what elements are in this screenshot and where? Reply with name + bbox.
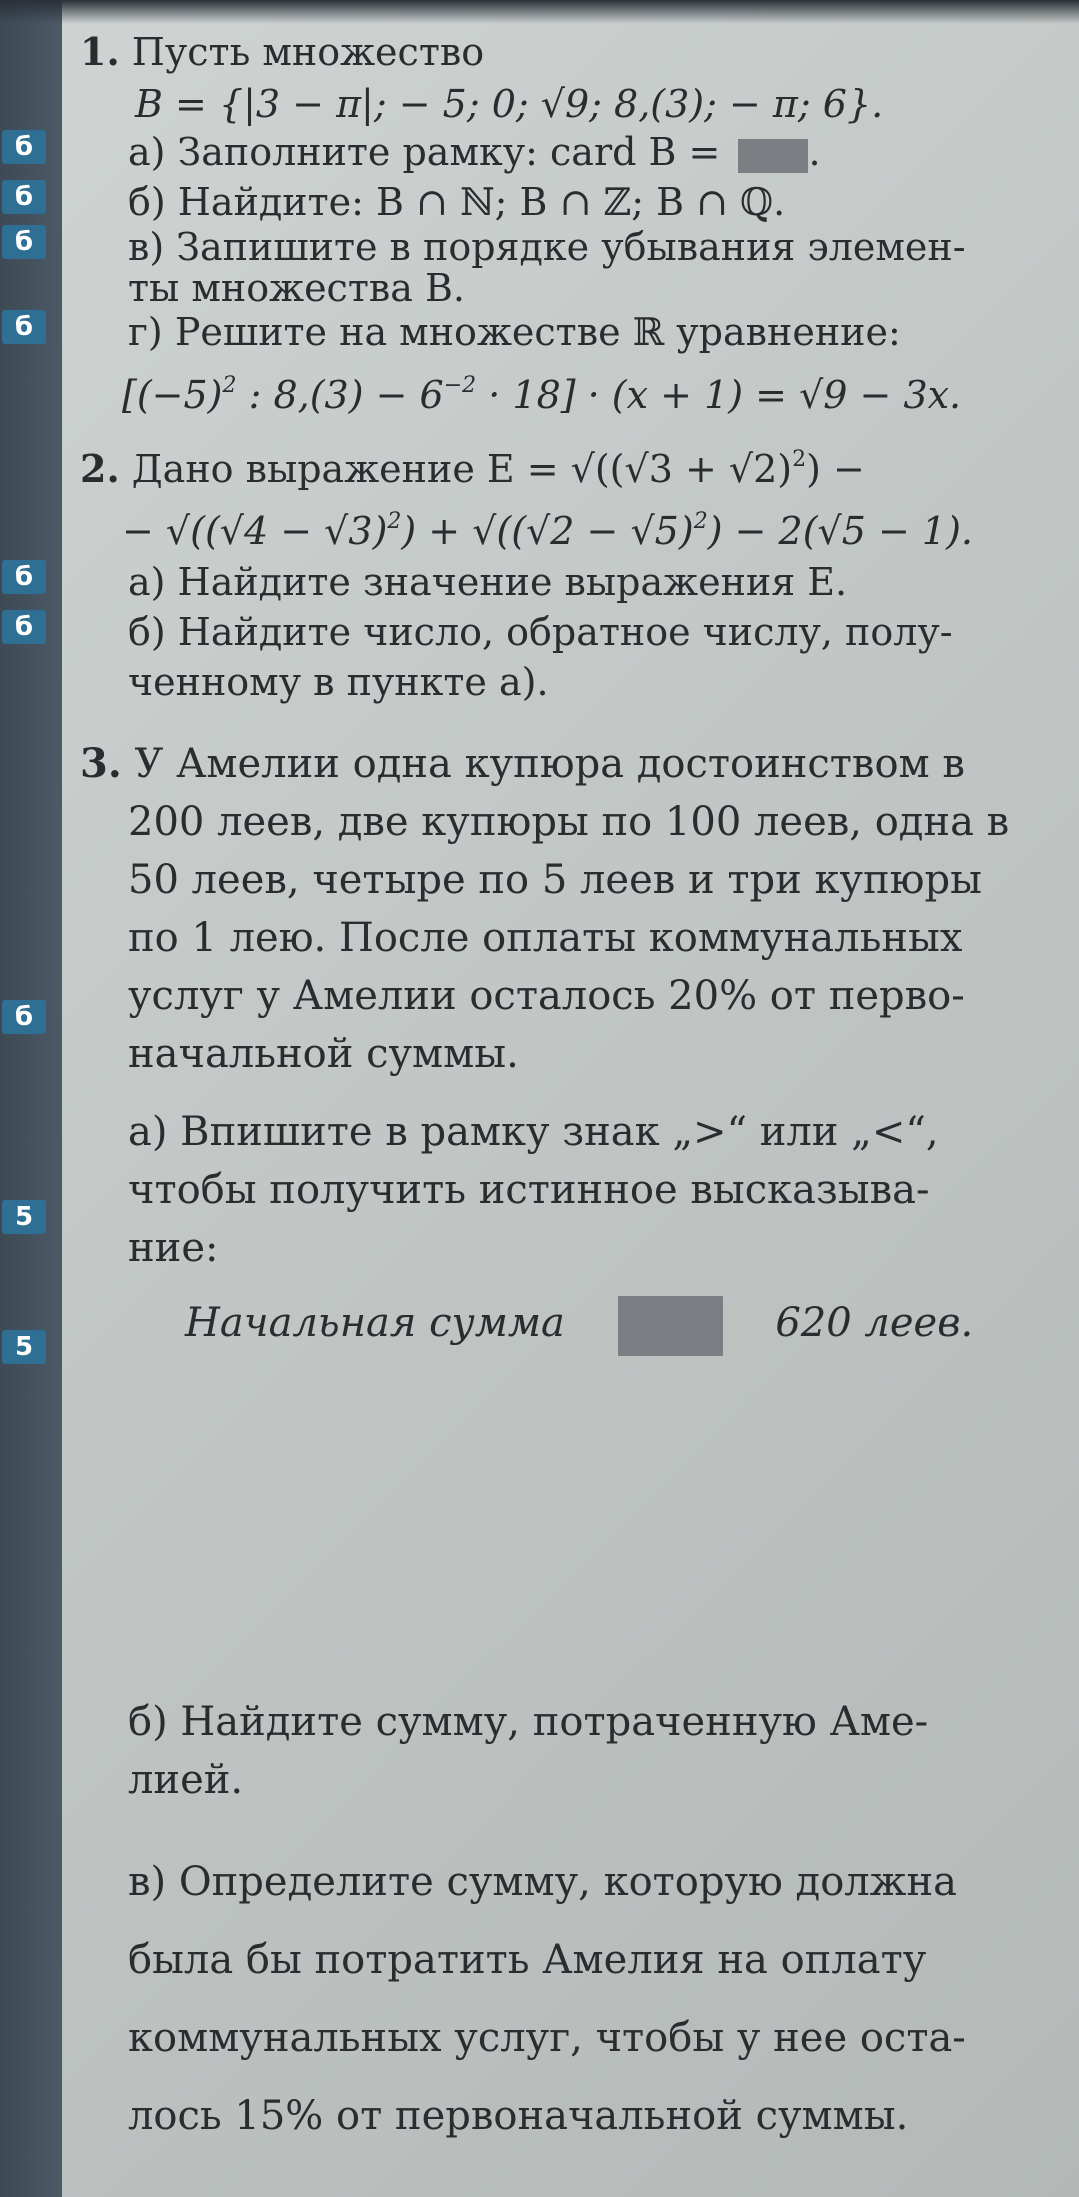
problem-2a: а) Найдите значение выражения E.: [128, 560, 848, 604]
score-tag-label: 5: [14, 1332, 34, 1362]
problem-3-line5: услуг у Амелии осталось 20% от перво-: [128, 973, 965, 1019]
problem-1g-equation: [122, 364, 961, 417]
eq-part: ) + √((√2 − √5): [401, 509, 694, 553]
eq-part: · 18] · (x + 1) = √9 − 3x.: [476, 373, 962, 417]
problem-3-text: У Амелии одна купюра достоинством в: [134, 741, 965, 787]
problem-number: 3.: [80, 740, 122, 787]
problem-number: 2.: [80, 446, 120, 491]
problem-1a: [128, 130, 821, 174]
score-tag: [2, 130, 46, 164]
problem-1a-text: а) Заполните рамку: card B =: [128, 130, 721, 174]
exponent: 2: [792, 447, 807, 472]
problem-2b-line2: ченному в пункте а).: [128, 660, 549, 704]
problem-3a-line3: ние:: [128, 1225, 219, 1271]
exponent: 2: [693, 509, 708, 534]
problem-3a-comparison: [185, 1296, 973, 1356]
problem-1v-line1: в) Запишите в порядке убывания элемен-: [128, 225, 966, 269]
score-tag: [2, 225, 46, 259]
score-tag: [2, 1330, 46, 1364]
comparison-left: Начальная сумма: [185, 1300, 565, 1346]
exponent: 2: [387, 509, 402, 534]
top-shadow: [0, 0, 1079, 24]
problem-3-line3: 50 леев, четыре по 5 леев и три купюры: [128, 857, 982, 903]
score-tag-label: б: [14, 612, 34, 642]
exponent: 2: [222, 373, 237, 398]
problem-2-line2: [122, 500, 973, 553]
exponent: −2: [443, 373, 477, 398]
problem-1-intro: [80, 30, 484, 74]
eq-part: : 8,(3) − 6: [236, 373, 444, 417]
problem-3v-line3: коммунальных услуг, чтобы у нее оста-: [128, 2015, 966, 2061]
score-tag: [2, 560, 46, 594]
problem-1b: б) Найдите: B ∩ ℕ; B ∩ ℤ; B ∩ ℚ.: [128, 180, 786, 224]
eq-part: ) − 2(√5 − 1).: [707, 509, 973, 553]
score-tag-label: б: [14, 227, 34, 257]
problem-3v-line2: была бы потратить Амелия на оплату: [128, 1937, 927, 1983]
problem-3-line6: начальной суммы.: [128, 1031, 519, 1077]
score-tag: [2, 610, 46, 644]
score-tag-label: б: [14, 132, 34, 162]
problem-3a-line1: а) Впишите в рамку знак „>“ или „<“,: [128, 1109, 939, 1155]
problem-3a-line2: чтобы получить истинное высказыва-: [128, 1167, 930, 1213]
score-tag: [2, 180, 46, 214]
score-tag-label: б: [14, 1002, 34, 1032]
score-tag: [2, 1200, 46, 1234]
score-tag-label: 5: [14, 1202, 34, 1232]
problem-2-expr-a: Дано выражение E = √((√3 + √2): [131, 447, 793, 491]
problem-3v-line1: в) Определите сумму, которую должна: [128, 1859, 957, 1905]
sign-answer-box[interactable]: [618, 1296, 723, 1356]
score-tag: [2, 310, 46, 344]
problem-1-intro-text: Пусть множество: [131, 30, 485, 74]
score-tag: [2, 1000, 46, 1034]
problem-1a-end: .: [808, 130, 821, 174]
comparison-right: 620 леев.: [775, 1300, 974, 1346]
score-tag-label: б: [14, 182, 34, 212]
problem-2-line1: [80, 438, 865, 491]
problem-3b-line1: б) Найдите сумму, потраченную Аме-: [128, 1699, 929, 1745]
problem-3-line4: по 1 лею. После оплаты коммунальных: [128, 915, 963, 961]
answer-box[interactable]: [738, 139, 808, 173]
problem-3-line2: 200 леев, две купюры по 100 леев, одна в: [128, 799, 1010, 845]
problem-number: 1.: [80, 29, 120, 74]
problem-1v-line2: ты множества B.: [128, 266, 465, 310]
problem-2b-line1: б) Найдите число, обратное числу, полу-: [128, 610, 953, 654]
eq-part: [(−5): [122, 373, 223, 417]
problem-1-set: B = {|3 − π|; − 5; 0; √9; 8,(3); − π; 6}.: [135, 82, 884, 126]
problem-2-expr-b: ) −: [806, 447, 865, 491]
score-tag-label: б: [14, 312, 34, 342]
problem-3-line1: [80, 742, 965, 786]
problem-3v-line4: лось 15% от первоначальной суммы.: [128, 2093, 909, 2139]
eq-part: − √((√4 − √3): [122, 509, 388, 553]
problem-3b-line2: лией.: [128, 1757, 244, 1803]
score-tag-label: б: [14, 562, 34, 592]
problem-1g-line1: г) Решите на множестве ℝ уравнение:: [128, 310, 901, 354]
